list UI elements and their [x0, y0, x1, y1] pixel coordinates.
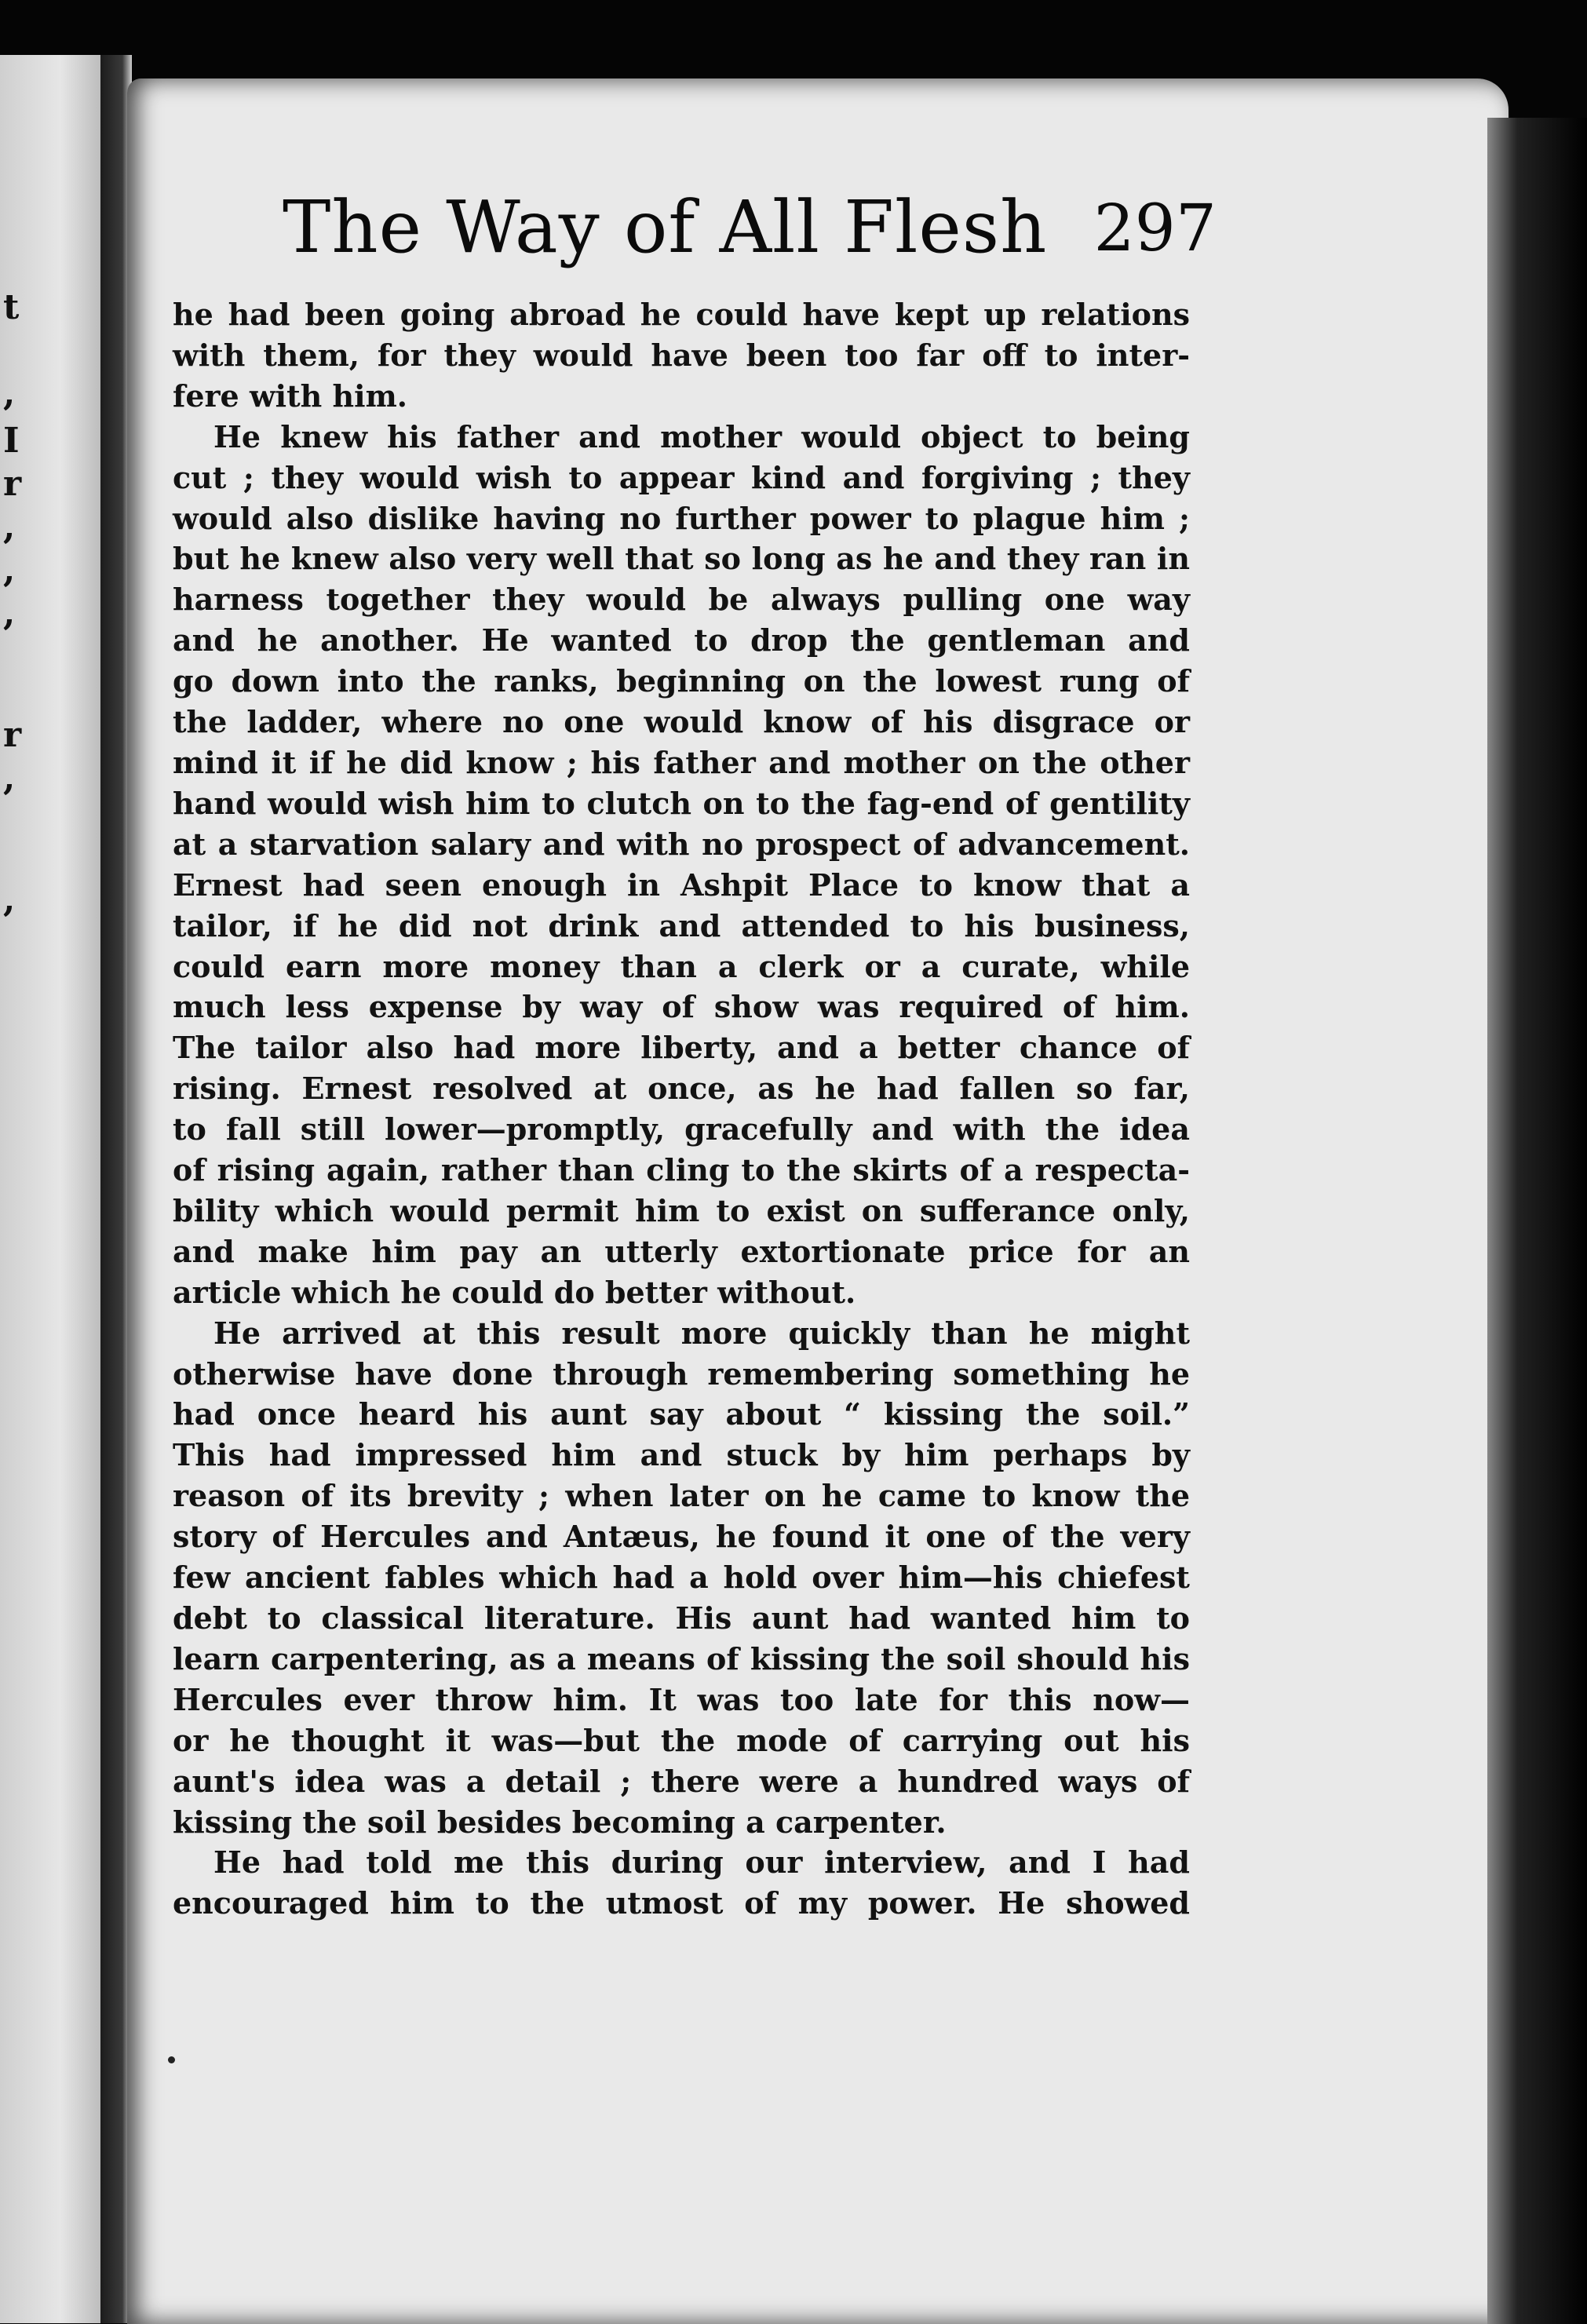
text-line: tailor, if he did not drink and attended to his business, — [173, 907, 1190, 943]
text-line: harness together they would be always pulling one way — [173, 582, 1190, 618]
text-line: much less expense by way of show was required of him. — [173, 989, 1190, 1025]
text-line: This had impressed him and stuck by him perhaps by — [173, 1437, 1190, 1473]
page-number: 297 — [1093, 192, 1217, 266]
ink-speck — [168, 2056, 175, 2063]
text-line: he had been going abroad he could have kept up relations — [173, 297, 1190, 332]
text-line: mind it if he did know ; his father and mother on the other — [173, 744, 1190, 780]
text-line: with them, for they would have been too far off to inter- — [173, 337, 1190, 373]
margin-fragment: , — [3, 880, 16, 920]
text-line: of rising again, rather than cling to the skirts of a respecta- — [173, 1152, 1190, 1188]
text-line: encouraged him to the utmost of my power. He showed — [173, 1885, 1190, 1921]
text-line: otherwise have done through remembering something he — [173, 1355, 1190, 1392]
text-line: He arrived at this result more quickly than he might — [213, 1315, 1190, 1351]
margin-fragment: , — [3, 550, 16, 590]
text-line: He knew his father and mother would object to being — [213, 418, 1190, 454]
text-line: The tailor also had more liberty, and a better chance of — [173, 1030, 1190, 1066]
margin-fragment: , — [3, 374, 16, 414]
text-line: learn carpentering, as a means of kissing the soil should his — [173, 1640, 1190, 1676]
margin-fragment: r — [3, 464, 22, 504]
text-line: would also dislike having no further power to plague him ; — [173, 500, 1190, 536]
text-line: story of Hercules and Antæus, he found it one of the very — [173, 1519, 1190, 1555]
margin-fragment: t — [3, 287, 20, 327]
running-head — [283, 185, 1217, 272]
text-line: cut ; they would wish to appear kind and forgiving ; they — [173, 459, 1190, 495]
text-line: article which he could do better without. — [173, 1274, 856, 1310]
book-title: The Way of All Flesh — [283, 185, 1048, 269]
text-line: or he thought it was—but the mode of carrying out his — [173, 1722, 1190, 1758]
margin-fragment: , — [3, 593, 16, 633]
text-line: debt to classical literature. His aunt had wanted him to — [173, 1600, 1190, 1636]
text-line: hand would wish him to clutch on to the fag-end of gentility — [173, 785, 1190, 821]
text-line: at a starvation salary and with no prospect of advancement. — [173, 826, 1190, 862]
text-line: to fall still lower—promptly, gracefully and with the idea — [173, 1111, 1190, 1147]
text-line: kissing the soil besides becoming a carpenter. — [173, 1804, 947, 1840]
text-line: He had told me this during our interview, and I had — [213, 1844, 1190, 1881]
page-edge-shadow — [1487, 118, 1587, 2324]
facing-page-fragments — [0, 55, 100, 2323]
text-line: fere with him. — [173, 378, 408, 414]
text-line: aunt's idea was a detail ; there were a hundred ways of — [173, 1763, 1190, 1799]
text-line: bility which would permit him to exist on sufferance only, — [173, 1192, 1190, 1228]
text-line: go down into the ranks, beginning on the lowest rung of — [173, 663, 1190, 699]
text-line: and make him pay an utterly extortionate price for an — [173, 1233, 1190, 1269]
text-line: and he another. He wanted to drop the gentleman and — [173, 622, 1190, 659]
text-line: Ernest had seen enough in Ashpit Place to know that a — [173, 866, 1190, 903]
text-line: Hercules ever throw him. It was too late for this now— — [173, 1681, 1190, 1717]
facing-page-edge — [0, 55, 100, 2323]
margin-fragment: r — [3, 715, 22, 755]
text-line: could earn more money than a clerk or a curate, while — [173, 948, 1190, 984]
margin-fragment: , — [3, 507, 16, 547]
text-line: the ladder, where no one would know of his disgrace or — [173, 704, 1190, 740]
body-text — [173, 294, 1190, 1924]
text-line: few ancient fables which had a hold over him—his chiefest — [173, 1560, 1190, 1596]
margin-fragment: , — [3, 758, 16, 798]
text-line: rising. Ernest resolved at once, as he had fallen so far, — [173, 1071, 1190, 1107]
text-line: had once heard his aunt say about “ kissing the soil.” — [173, 1396, 1190, 1432]
margin-fragment: I — [3, 421, 20, 461]
text-line: reason of its brevity ; when later on he came to know the — [173, 1478, 1190, 1514]
text-line: but he knew also very well that so long as he and they ran in — [173, 541, 1190, 577]
